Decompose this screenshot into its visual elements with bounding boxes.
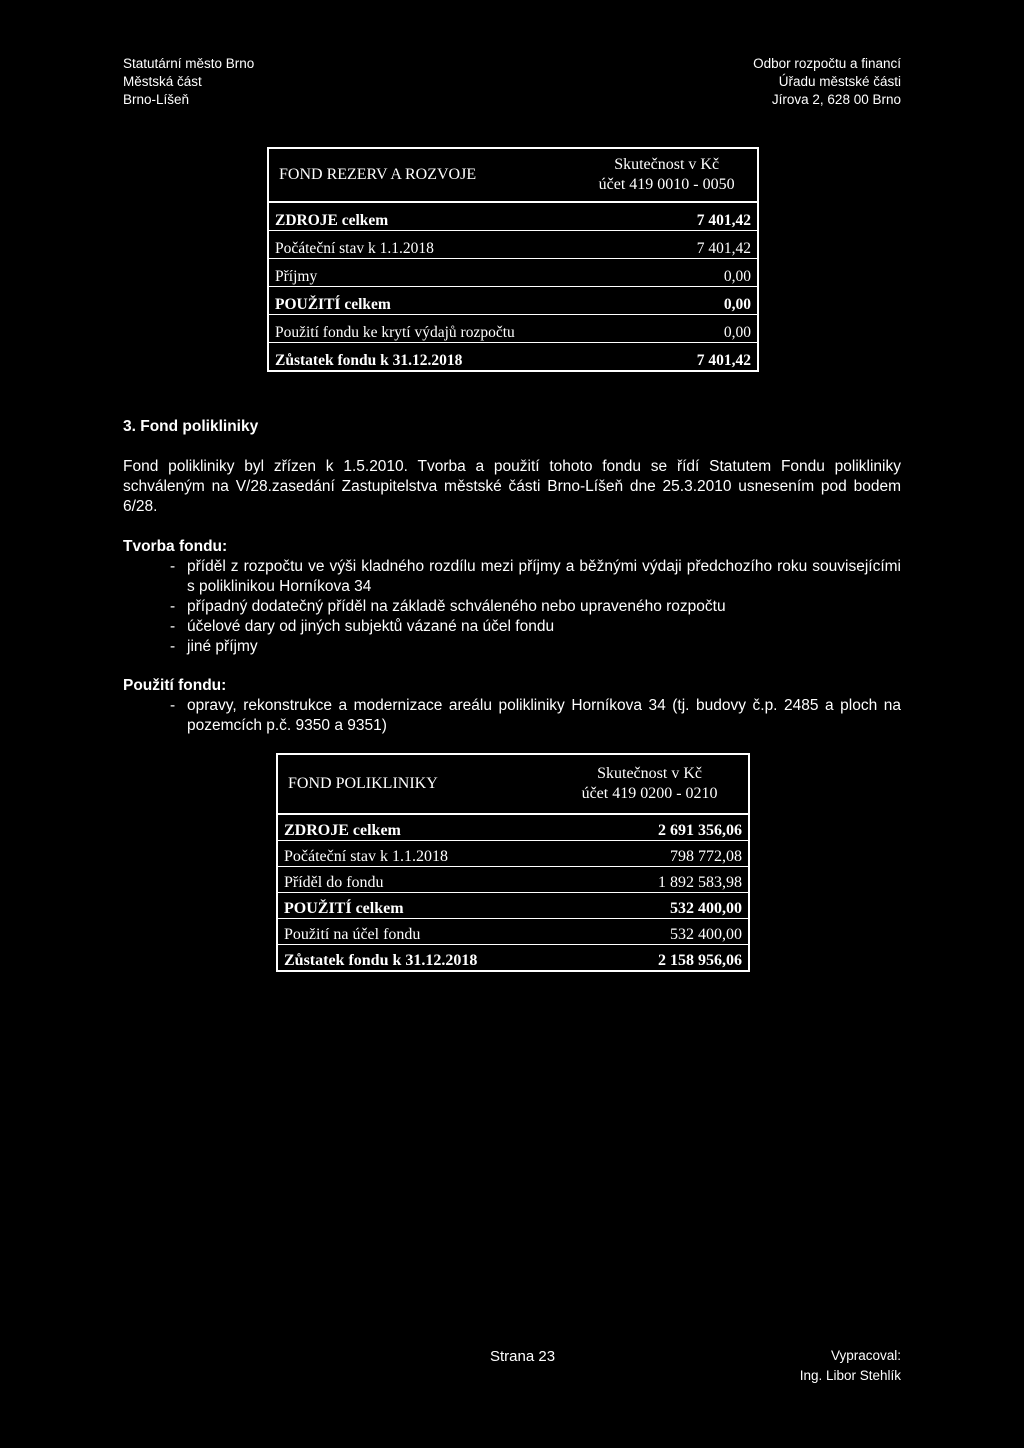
header-district-name: Brno-Líšeň xyxy=(123,92,190,107)
row-label: Příděl do fondu xyxy=(277,867,551,893)
table-header-row xyxy=(277,754,749,814)
row-value: 1 892 583,98 xyxy=(551,867,749,893)
row-label: Zůstatek fondu k 31.12.2018 xyxy=(277,945,551,972)
table-title: FOND POLIKLINIKY xyxy=(277,754,551,814)
table-row xyxy=(277,841,749,867)
table-row xyxy=(277,945,749,972)
row-value: 2 691 356,06 xyxy=(551,814,749,841)
column-header-line-1: Skutečnost v Kč xyxy=(614,156,720,173)
row-label: Příjmy xyxy=(268,259,576,287)
author-name: Ing. Libor Stehlík xyxy=(799,1368,901,1383)
section-title: 3. Fond polikliniky xyxy=(123,418,259,435)
list-item: - účelové dary od jiných subjektů vázané na účel fondu xyxy=(170,617,901,637)
author-block xyxy=(800,1346,901,1386)
fund-reserve-table xyxy=(267,147,759,372)
row-label: Počáteční stav k 1.1.2018 xyxy=(277,841,551,867)
row-value: 0,00 xyxy=(576,315,758,343)
header-left xyxy=(123,55,254,109)
column-header-line-2: účet 419 0010 - 0050 xyxy=(598,176,735,193)
row-value: 7 401,42 xyxy=(576,202,758,231)
header-district-label: Městská část xyxy=(123,74,202,89)
list-item: - opravy, rekonstrukce a modernizace areálu polikliniky Horníkova 34 (tj. budovy č.p. 2485 a ploch na pozemcích p.č. 9350 a 9351) xyxy=(170,696,901,736)
column-header-line-2: účet 419 0200 - 0210 xyxy=(581,785,718,802)
row-label: Použití na účel fondu xyxy=(277,919,551,945)
header-city: Statutární město Brno xyxy=(123,56,255,71)
row-label: POUŽITÍ celkem xyxy=(268,287,576,315)
row-value: 0,00 xyxy=(576,259,758,287)
table-row xyxy=(277,919,749,945)
row-label: POUŽITÍ celkem xyxy=(277,893,551,919)
section-paragraph: Fond polikliniky byl zřízen k 1.5.2010. Tvorba a použití tohoto fondu se řídí Statutem Fondu polikliniky schváleným na V/28.zasedání Zastupitelstva městské části Brno-Líšeň dne 25.3.2010 usnesením pod bodem 6/28. xyxy=(123,458,901,515)
row-value: 7 401,42 xyxy=(576,231,758,259)
fund-polyclinic-table xyxy=(276,753,750,972)
table-row xyxy=(268,315,758,343)
table-column-header xyxy=(576,148,758,202)
column-header-line-1: Skutečnost v Kč xyxy=(597,765,702,782)
row-value: 798 772,08 xyxy=(551,841,749,867)
table-row xyxy=(277,814,749,841)
row-label: Zůstatek fondu k 31.12.2018 xyxy=(268,343,576,372)
row-value: 0,00 xyxy=(576,287,758,315)
row-value: 2 158 956,06 xyxy=(551,945,749,972)
header-address: Jírova 2, 628 00 Brno xyxy=(771,92,901,107)
page-number: Strana 23 xyxy=(490,1348,556,1365)
header-right xyxy=(753,55,901,109)
row-value: 532 400,00 xyxy=(551,919,749,945)
tvorba-list xyxy=(170,557,901,657)
table-title: FOND REZERV A ROZVOJE xyxy=(268,148,576,202)
row-value: 7 401,42 xyxy=(576,343,758,372)
pouziti-list xyxy=(170,696,901,736)
header-office: Úřadu městské části xyxy=(778,74,901,89)
table-row xyxy=(268,343,758,372)
table-row xyxy=(277,893,749,919)
row-label: Počáteční stav k 1.1.2018 xyxy=(268,231,576,259)
list-item: - případný dodatečný příděl na základě schváleného nebo upraveného rozpočtu xyxy=(170,597,901,617)
table-row xyxy=(268,231,758,259)
list-item: - příděl z rozpočtu ve výši kladného rozdílu mezi příjmy a běžnými výdaji předchozího roku souvisejícími s poliklinikou Horníkova 34 xyxy=(170,557,901,597)
tvorba-label: Tvorba fondu: xyxy=(123,538,228,555)
row-label: ZDROJE celkem xyxy=(277,814,551,841)
row-value: 532 400,00 xyxy=(551,893,749,919)
row-label: Použití fondu ke krytí výdajů rozpočtu xyxy=(268,315,576,343)
author-label: Vypracoval: xyxy=(830,1348,901,1363)
pouziti-label: Použití fondu: xyxy=(123,677,227,694)
table-row xyxy=(277,867,749,893)
table-row xyxy=(268,287,758,315)
table-header-row xyxy=(268,148,758,202)
table-row xyxy=(268,202,758,231)
table-row xyxy=(268,259,758,287)
table-column-header xyxy=(551,754,749,814)
header-department: Odbor rozpočtu a financí xyxy=(753,56,901,71)
row-label: ZDROJE celkem xyxy=(268,202,576,231)
list-item: - jiné příjmy xyxy=(170,637,901,657)
